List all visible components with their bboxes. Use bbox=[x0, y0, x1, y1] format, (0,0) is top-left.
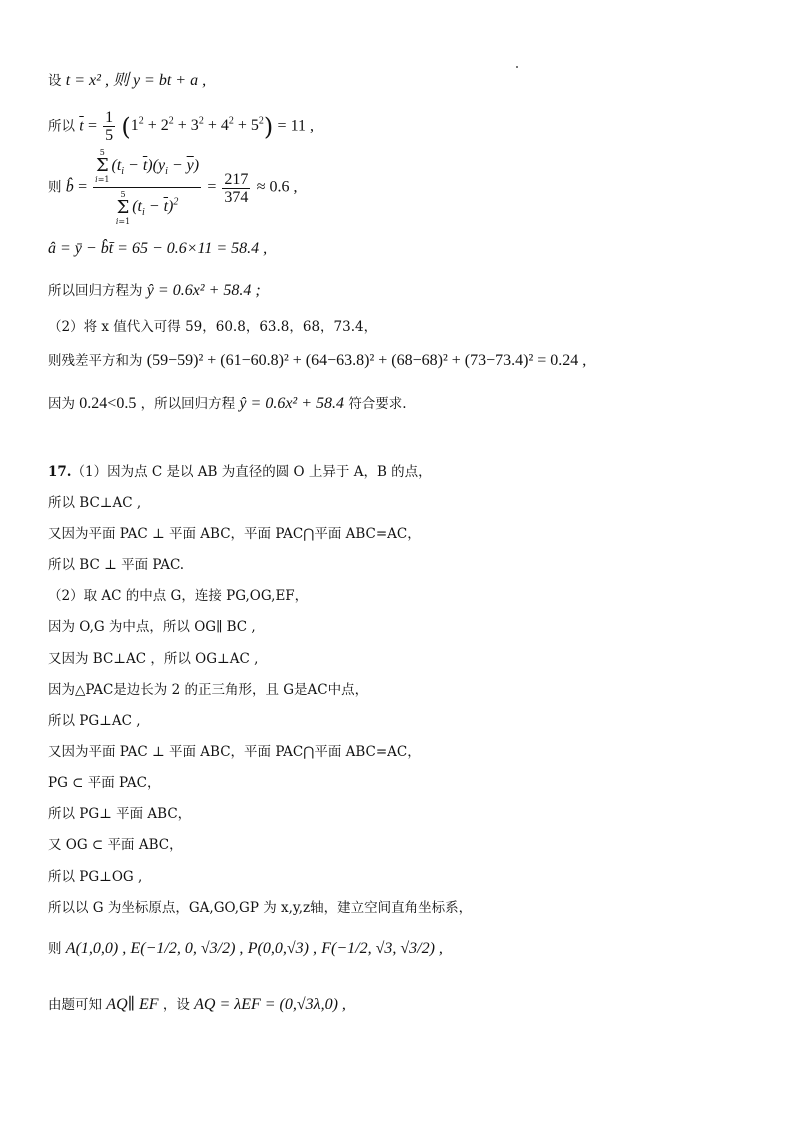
math-substitution: t = x² , 则 y = bt + a , bbox=[65, 72, 207, 89]
eq-a-hat bbox=[48, 240, 267, 258]
math-regression-2: ŷ = 0.6x² + 58.4 bbox=[239, 395, 345, 412]
text-so-regression: ，所以回归方程 bbox=[140, 396, 236, 412]
text-ze: 则 bbox=[48, 179, 62, 196]
question-number: 17. bbox=[48, 464, 72, 480]
eq-residual bbox=[48, 352, 586, 370]
math-t-mean-result: = 11 , bbox=[277, 117, 314, 135]
eq-conclusion bbox=[48, 395, 407, 413]
coord-A: A(1,0,0) , bbox=[65, 940, 127, 957]
q17-line-12: 所以 PG⊥ 平面 ABC， bbox=[48, 806, 192, 822]
text-suoyi: 所以 bbox=[48, 118, 75, 135]
q17-line-2: 所以 BC⊥AC , bbox=[48, 495, 142, 511]
eq-regression bbox=[48, 282, 261, 300]
text-part2-values: （2）将 x 值代入可得 59，60.8，63.8，68，73.4， bbox=[48, 319, 378, 335]
q17-line-15: 所以以 G 为坐标原点，GA,GO,GP 为 x,y,z轴，建立空间直角坐标系， bbox=[48, 900, 473, 916]
q17-line-4: 所以 BC ⊥ 平面 PAC. bbox=[48, 557, 185, 573]
text-yinwei: 因为 bbox=[48, 396, 75, 412]
text-meets: 符合要求. bbox=[348, 396, 407, 412]
q17-text-1: （1）因为点 C 是以 AB 为直径的圆 O 上异于 A，B 的点， bbox=[71, 464, 432, 480]
math-approx: ≈ 0.6 , bbox=[256, 178, 298, 196]
coord-E: E(−1/2, 0, √3/2) , bbox=[130, 940, 244, 957]
frac-one-fifth: $\frac{1}{5}$ bbox=[105, 109, 114, 145]
text-regression-label: 所以回归方程为 bbox=[48, 283, 143, 299]
math-a-hat: â = ȳ − b̂t̄ = 65 − 0.6×11 = 58.4 , bbox=[48, 240, 268, 257]
math-vector-aq: AQ = λEF = (0,√3λ,0) , bbox=[194, 996, 346, 1013]
math-residual: (59−59)² + (61−60.8)² + (64−63.8)² + (68−68)² + (73−73.4)² = 0.24 , bbox=[146, 352, 587, 369]
math-regression: ŷ = 0.6x² + 58.4 ; bbox=[146, 282, 261, 299]
coord-F: F(−1/2, √3, √3/2) , bbox=[321, 940, 443, 957]
text-ze-2: 则 bbox=[48, 941, 62, 957]
text-she: 设 bbox=[48, 73, 62, 89]
stray-dot bbox=[516, 66, 518, 68]
q17-line-10: 又因为平面 PAC ⊥ 平面 ABC，平面 PAC⋂平面 ABC=AC， bbox=[48, 744, 421, 760]
eq-substitution bbox=[48, 72, 206, 90]
b-hat-symbol: b̂ bbox=[65, 178, 74, 196]
eq-b-hat: 则 b̂ = 5 Σ $i=1(t_i - \overline{t})(y_i - \overline{y})$ 5 Σ $i=1(t_i - \overline{t})^2$ = $\frac{217}{374}$ ≈ 0.6 , bbox=[48, 148, 297, 228]
q17-line-1 bbox=[48, 463, 432, 481]
math-compare: 0.24<0.5 bbox=[79, 395, 137, 412]
math-parallel: AQ∥ EF bbox=[106, 996, 159, 1013]
q17-line-3: 又因为平面 PAC ⊥ 平面 ABC，平面 PAC⋂平面 ABC=AC， bbox=[48, 526, 421, 542]
q17-line-5: （2）取 AC 的中点 G，连接 PG,OG,EF， bbox=[48, 588, 309, 604]
q17-line-coords bbox=[48, 940, 443, 958]
eq-t-mean: 所以 $\overline{t}$ = $\frac{1}{5}$ $(1^2 + 2^2 + 3^2 + 4^2 + 5^2) = 11$ , bbox=[48, 109, 314, 145]
q17-line-7: 又因为 BC⊥AC ，所以 OG⊥AC , bbox=[48, 651, 259, 667]
q17-line-vector bbox=[48, 996, 346, 1014]
text-let: ，设 bbox=[162, 997, 190, 1013]
frac-b-hat: 5 Σ $i=1(t_i - \overline{t})(y_i - \overline{y})$ 5 Σ $i=1(t_i - \overline{t})^2$ bbox=[95, 148, 200, 226]
q17-line-11: PG ⊂ 平面 PAC， bbox=[48, 775, 161, 791]
t-bar-symbol: $\overline{t}$ bbox=[79, 117, 84, 135]
coord-P: P(0,0,√3) , bbox=[247, 940, 317, 957]
q17-line-13: 又 OG ⊂ 平面 ABC， bbox=[48, 837, 183, 853]
q17-line-14: 所以 PG⊥OG , bbox=[48, 869, 143, 885]
q17-line-8: 因为△PAC是边长为 2 的正三角形，且 G是AC中点， bbox=[48, 682, 369, 698]
frac-217-374: $\frac{217}{374}$ bbox=[224, 170, 249, 206]
text-given: 由题可知 bbox=[48, 997, 102, 1013]
text-residual-label: 则残差平方和为 bbox=[48, 353, 143, 369]
q17-line-6: 因为 O,G 为中点，所以 OG∥ BC , bbox=[48, 619, 256, 635]
q17-line-9: 所以 PG⊥AC , bbox=[48, 713, 141, 729]
